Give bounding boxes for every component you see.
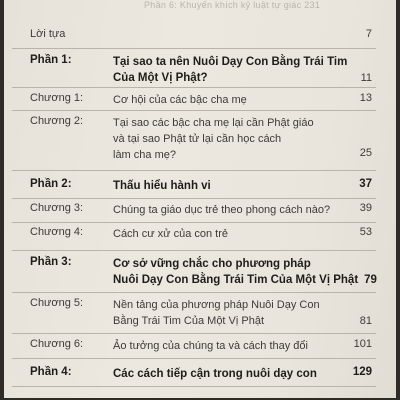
toc-part-title: Thấu hiểu hành vi xyxy=(113,180,211,192)
divider xyxy=(12,333,376,334)
toc-page-number: 7 xyxy=(365,28,372,40)
divider xyxy=(12,87,376,88)
toc-page-number: 37 xyxy=(359,178,372,190)
toc-page-number: 81 xyxy=(359,315,372,327)
toc-part-title: Các cách tiếp cận trong nuôi dạy con xyxy=(113,368,317,380)
toc-chapter-title: Cách cư xử của con trẻ xyxy=(113,228,228,240)
toc-chapter-label: Chương 2: xyxy=(30,115,84,127)
toc-chapter-title: Nền tảng của phương pháp Nuôi Dạy Con Bằng Trái Tim Của Một Vị Phật xyxy=(113,299,320,327)
toc-page-number: 79 xyxy=(364,274,377,286)
toc-chapter-title: Ảo tưởng của chúng ta và cách thay đổi xyxy=(113,340,308,352)
divider xyxy=(12,250,376,251)
toc-page-number: 13 xyxy=(359,92,372,104)
toc-page-number: 11 xyxy=(360,72,372,84)
book-page xyxy=(4,0,396,398)
toc-chapter-label: Chương 1: xyxy=(30,92,84,104)
toc-part-title: Cơ sở vững chắc cho phương pháp Nuôi Dạy Con Bằng Trái Tim Của Một Vị Phật 79 xyxy=(113,258,377,286)
bleed-through-text: Phần 6: Khuyến khích kỷ luật tự giác 231 xyxy=(144,0,321,10)
divider xyxy=(12,170,376,171)
toc-part-label: Phần 3: xyxy=(30,256,72,268)
toc-page-number: 53 xyxy=(359,226,372,238)
toc-part-label: Phần 4: xyxy=(30,366,72,378)
toc-chapter-title: Cơ hội của các bậc cha mẹ xyxy=(113,94,247,106)
toc-chapter-title: Tại sao các bậc cha mẹ lại cần Phật giáo và tại sao Phật tử lại cần học cách làm cha mẹ? xyxy=(113,117,314,161)
divider xyxy=(12,110,376,111)
toc-part-title: Tại sao ta nên Nuôi Dạy Con Bằng Trái Tim Của Một Vị Phật? xyxy=(113,56,348,84)
divider xyxy=(12,292,376,293)
divider xyxy=(12,222,376,223)
toc-chapter-label: Chương 5: xyxy=(30,297,84,309)
toc-chapter-label: Chương 4: xyxy=(30,226,84,238)
toc-chapter-title: Chúng ta giáo dục trẻ theo phong cách nào? xyxy=(113,204,331,216)
divider xyxy=(12,386,376,387)
toc-page-number: 101 xyxy=(353,338,372,350)
toc-page-number: 39 xyxy=(359,202,372,214)
toc-label: Lời tựa xyxy=(30,28,66,40)
divider xyxy=(12,358,376,359)
toc-chapter-label: Chương 3: xyxy=(30,202,84,214)
toc-page-number: 129 xyxy=(352,366,372,378)
toc-part-label: Phần 1: xyxy=(30,54,72,66)
toc-part-label: Phần 2: xyxy=(30,178,72,190)
toc-chapter-label: Chương 6: xyxy=(30,338,84,350)
divider xyxy=(12,48,376,49)
toc-page-number: 25 xyxy=(359,147,372,159)
divider xyxy=(12,198,376,199)
